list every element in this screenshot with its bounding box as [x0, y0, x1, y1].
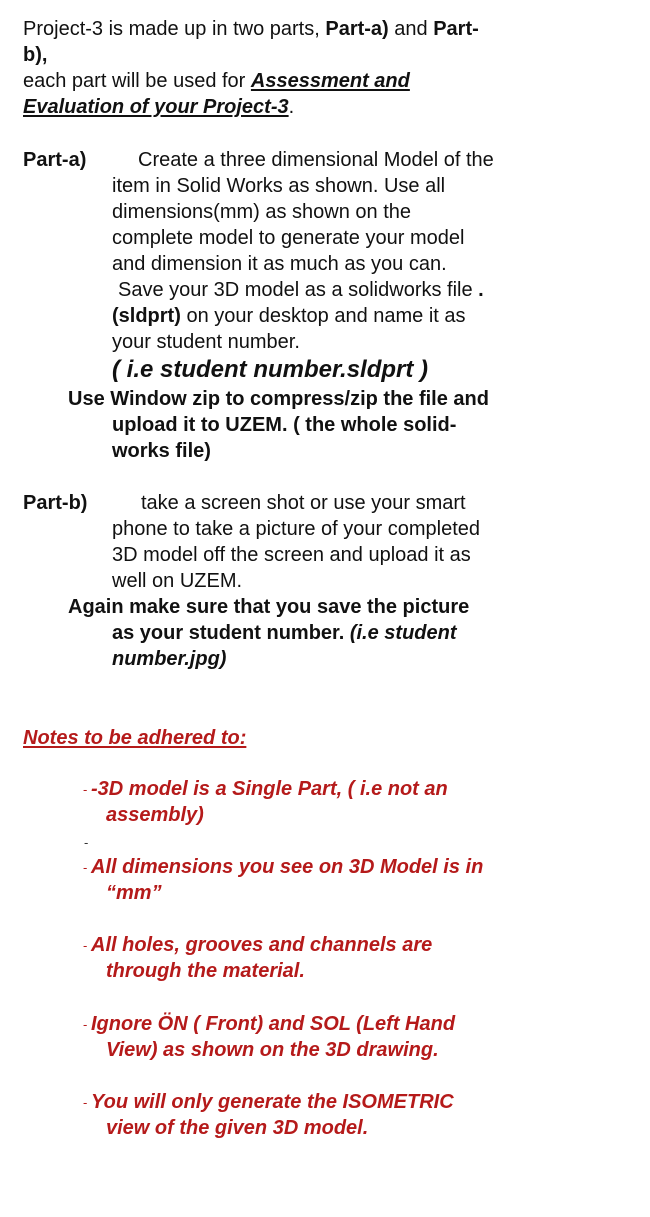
part-b-line-3: 3D model off the screen and upload it as [112, 544, 471, 566]
note-2-line-2: “mm” [106, 882, 162, 904]
note-2-line-1: All dimensions you see on 3D Model is in [91, 856, 484, 878]
part-b-line-5: Again make sure that you save the picture [68, 596, 470, 618]
bullet-dash: - [84, 835, 89, 850]
part-a-line-4: complete model to generate your model [112, 227, 465, 249]
intro-period: . [288, 96, 295, 118]
note-5-line-1: You will only generate the ISOMETRIC [91, 1091, 454, 1113]
jpg-example-a: (i.e student [349, 622, 457, 644]
intro-text-2: each part will be used for [23, 70, 251, 92]
note-4-line-1: Ignore ÖN ( Front) and SOL (Left Hand [91, 1013, 456, 1035]
intro-line-4 [23, 94, 294, 120]
evaluation-heading: Evaluation of your Project-3 [23, 96, 289, 118]
intro-text: Project-3 is made up in two parts, [23, 18, 326, 40]
part-a-line-10: Use Window zip to compress/zip the file and [68, 388, 489, 410]
save-dot: . [478, 279, 484, 301]
save-instruction: Save your 3D model as a solidworks file [118, 279, 479, 301]
part-a-ref: Part-a) [325, 18, 389, 40]
intro-line-3 [23, 68, 410, 94]
part-b-line-7: number.jpg) [112, 648, 227, 670]
notes-heading: Notes to be adhered to: [23, 727, 247, 749]
part-b-line-2: phone to take a picture of your completed [112, 518, 481, 540]
save-as-instruction: as your student number. [112, 622, 350, 644]
part-a-label: Part-a) [23, 149, 87, 171]
note-1-line-2: assembly) [106, 804, 204, 826]
part-a-line-6 [118, 277, 484, 303]
part-a-line-5: and dimension it as much as you can. [112, 253, 447, 275]
part-a-line-12: works file) [112, 440, 211, 462]
note-3-line-1: All holes, grooves and channels are [91, 934, 433, 956]
part-a-filename-example: ( i.e student number.sldprt ) [112, 356, 429, 383]
bullet-dash: - [83, 938, 88, 953]
part-b-line-1: take a screen shot or use your smart [141, 492, 466, 514]
intro-and: and [388, 18, 434, 40]
part-a-line-11: upload it to UZEM. ( the whole solid- [112, 414, 457, 436]
part-a-line-3: dimensions(mm) as shown on the [112, 201, 412, 223]
note-4-line-2: View) as shown on the 3D drawing. [106, 1039, 439, 1061]
bullet-dash: - [83, 1017, 88, 1032]
part-b-line-6 [112, 620, 457, 646]
part-b-line-4: well on UZEM. [112, 570, 243, 592]
part-a-line-7 [112, 303, 466, 329]
part-a-line-2: item in Solid Works as shown. Use all [112, 175, 446, 197]
bullet-dash: - [83, 1095, 88, 1110]
bullet-dash: - [83, 782, 88, 797]
desktop-instruction: on your desktop and name it as [180, 305, 466, 327]
intro-line-2: b), [23, 44, 48, 66]
sldprt-ext: (sldprt) [112, 305, 181, 327]
part-b-ref: Part- [433, 18, 479, 40]
note-3-line-2: through the material. [106, 960, 305, 982]
note-5-line-2: view of the given 3D model. [106, 1117, 369, 1139]
part-b-label: Part-b) [23, 492, 88, 514]
part-a-line-1: Create a three dimensional Model of the [138, 149, 494, 171]
note-1-line-1: -3D model is a Single Part, ( i.e not an [91, 778, 448, 800]
intro-line-1 [23, 16, 479, 42]
assessment-heading: Assessment and [250, 70, 410, 92]
bullet-dash: - [83, 860, 88, 875]
part-a-line-8: your student number. [112, 331, 300, 353]
